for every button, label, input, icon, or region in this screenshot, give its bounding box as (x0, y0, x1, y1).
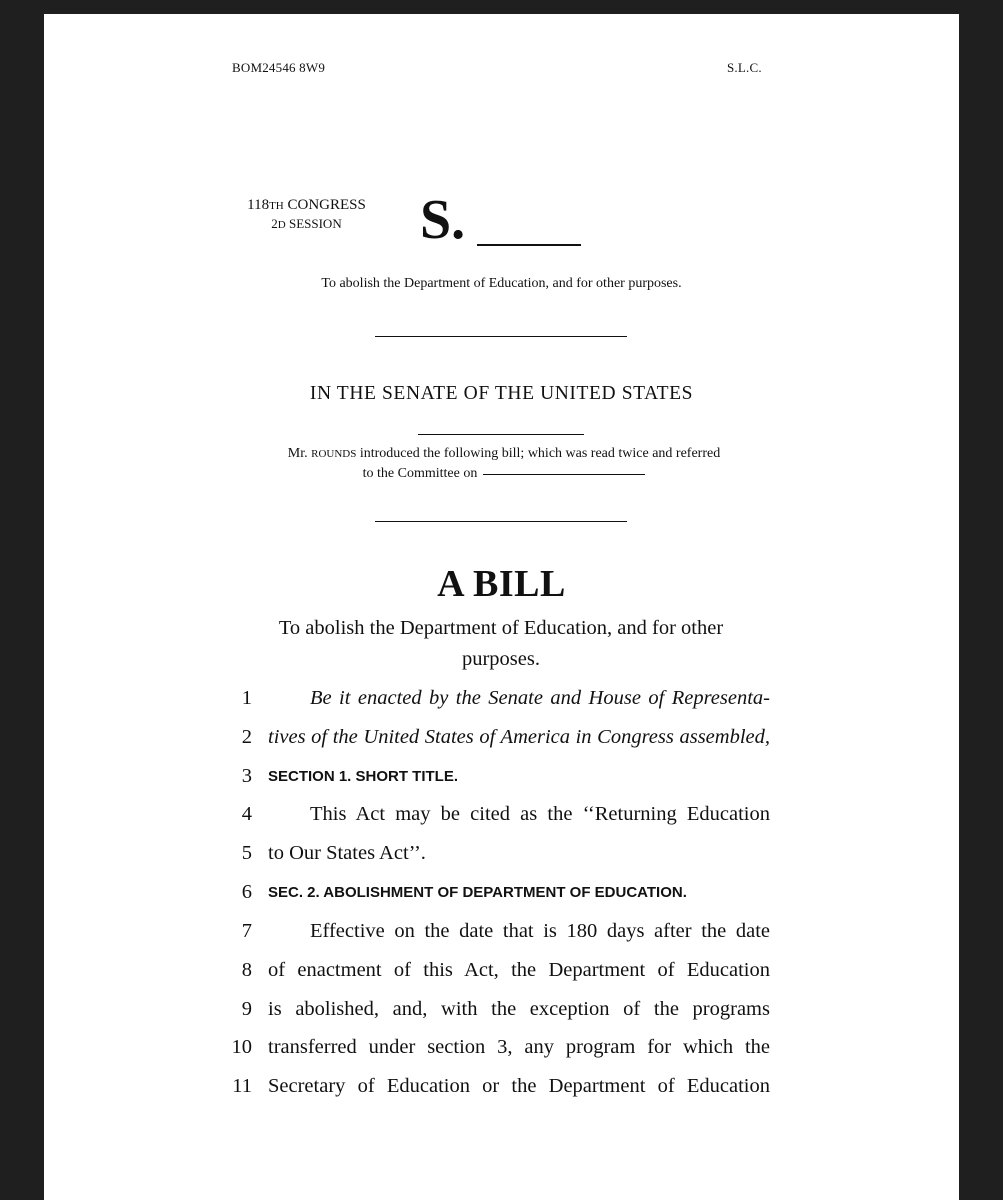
session-line: 2D SESSION (271, 216, 342, 231)
committee-blank (483, 474, 645, 475)
divider-rule (375, 336, 627, 337)
bill-number: S. (420, 189, 466, 251)
line-number: 8 (241, 959, 252, 981)
congress-session-block (214, 196, 399, 234)
line-number: 10 (231, 1036, 252, 1058)
line-text: transferred under section 3, any program for which the (268, 1036, 770, 1058)
line-text: This Act may be cited as the ‘‘Returning Education (310, 803, 770, 825)
introduction-text (234, 444, 774, 484)
line-text: tives of the United States of America in Congress assembled, (268, 726, 770, 748)
bill-line (224, 881, 770, 911)
line-text: to Our States Act’’. (268, 842, 426, 864)
introduction-line-2: to the Committee on (234, 464, 774, 484)
bill-line (224, 726, 770, 756)
bill-line (224, 998, 770, 1028)
bill-line (224, 842, 770, 872)
section-heading: SEC. 2. ABOLISHMENT OF DEPARTMENT OF EDUCATION. (268, 884, 687, 901)
line-number: 6 (241, 881, 252, 903)
bill-line (224, 1036, 770, 1066)
divider-rule (375, 521, 627, 522)
bill-line (224, 1075, 770, 1105)
congress-line: 118TH CONGRESS (247, 197, 366, 213)
bill-line (224, 765, 770, 795)
line-text: Effective on the date that is 180 days after the date (310, 920, 770, 942)
line-number: 9 (241, 998, 252, 1020)
sponsor-name: ROUNDS (311, 448, 357, 460)
line-text: is abolished, and, with the exception of the programs (268, 998, 770, 1020)
bill-line (224, 687, 770, 717)
line-text: Secretary of Education or the Department of Education (268, 1075, 770, 1097)
bill-line (224, 920, 770, 950)
bill-purpose: To abolish the Department of Education, and for other purposes. (278, 617, 724, 670)
line-number: 1 (241, 687, 252, 709)
line-number: 4 (241, 803, 252, 825)
bill-line (224, 959, 770, 989)
section-heading: SECTION 1. SHORT TITLE. (268, 768, 459, 785)
purpose-short: To abolish the Department of Education, and for other purposes. (321, 276, 682, 291)
bill-line (224, 803, 770, 833)
bill-title: A BILL (437, 563, 566, 605)
line-number: 5 (241, 842, 252, 864)
line-number: 3 (241, 765, 252, 787)
bill-number-blank (477, 244, 581, 246)
slc-mark: S.L.C. (727, 60, 762, 75)
line-text: Be it enacted by the Senate and House of Representa- (310, 687, 770, 709)
senate-heading: IN THE SENATE OF THE UNITED STATES (309, 383, 694, 404)
line-number: 2 (241, 726, 252, 748)
divider-rule-short (418, 434, 584, 435)
document-id: BOM24546 8W9 (232, 60, 326, 75)
line-number: 11 (232, 1075, 252, 1097)
line-text: of enactment of this Act, the Department of Education (268, 959, 770, 981)
introduction-line-1: Mr. ROUNDS introduced the following bill; which was read twice and referred (287, 446, 721, 461)
document-page (44, 14, 959, 1200)
line-number: 7 (241, 920, 252, 942)
